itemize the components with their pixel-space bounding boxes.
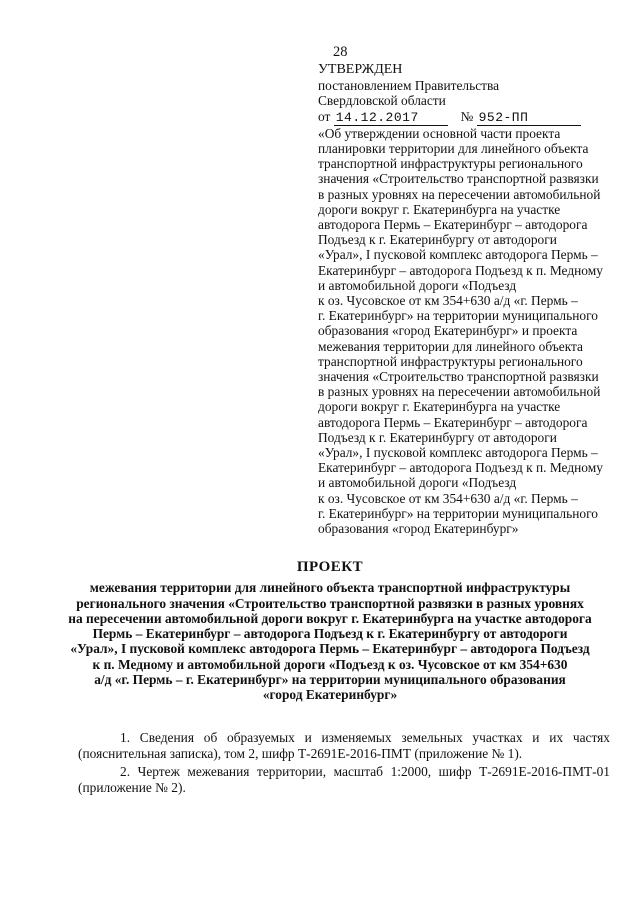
approval-subject-line: дороги вокруг г. Екатеринбурга на участке [318,201,561,217]
approval-subject-line: в разных уровнях на пересечении автомобильной [318,384,601,400]
project-subtitle-line: «город Екатеринбург» [262,687,398,703]
project-title: ПРОЕКТ [296,559,364,575]
project-title-block [40,560,620,703]
approval-date: 14.12.2017 [334,110,448,126]
approval-subject-line: и автомобильной дороги «Подъезд [318,277,517,293]
project-subtitle-line: регионального значения «Строительство транспортной развязки в разных уровнях [76,595,584,611]
approval-subject-line: г. Екатеринбург» на территории муниципального [318,308,598,324]
approval-subject-line: дороги вокруг г. Екатеринбурга на участке [318,399,561,415]
project-subtitle [40,580,620,702]
list-item-first-line: 2. Чертеж межевания территории, масштаб 1:2000, шифр Т-2691Е-2016-ПМТ-01 [120,764,610,780]
number-prefix: № [460,108,474,124]
approval-subject-line: автодорога Пермь – Екатеринбург – автодорога [318,217,588,233]
approval-subject-line: к оз. Чусовское от км 354+630 а/д «г. Пермь – [318,490,578,506]
list-item-first-line: 1. Сведения об образуемых и изменяемых земельных участках и их частях [120,730,610,745]
project-subtitle-line: Пермь – Екатеринбург – автодорога Подъезд к г. Екатеринбургу от автодороги [92,626,568,642]
approval-subject-line: межевания территории для линейного объекта [318,338,583,354]
page-number: 28 [333,44,348,60]
approval-subject-line: планировки территории для линейного объекта [318,141,589,157]
approval-subject-line: значения «Строительство транспортной развязки [318,171,599,187]
approval-subject-line: в разных уровнях на пересечении автомобильной [318,186,601,202]
approval-subject-line: Подъезд к г. Екатеринбургу от автодороги [318,429,557,445]
project-subtitle-line: межевания территории для линейного объекта транспортной инфраструктуры [89,580,571,596]
approval-subject-line: «Урал», I пусковой комплекс автодорога Пермь – [318,445,598,461]
items-list [78,730,610,798]
approval-subject-line: Екатеринбург – автодорога Подъезд к п. Медному [318,460,603,476]
approval-subject-line: транспортной инфраструктуры регионального [318,156,583,172]
approval-subject-line: транспортной инфраструктуры регионального [318,353,583,369]
list-item-rest: (приложение № 2). [78,779,186,795]
approval-subject-line: к оз. Чусовское от км 354+630 а/д «г. Пермь – [318,293,578,309]
project-subtitle-line: на пересечении автомобильной дороги вокруг г. Екатеринбурга на участке автодорога [68,610,592,626]
approval-number: 952-ПП [477,110,581,126]
approval-subject-line: «Об утверждении основной части проекта [318,125,561,141]
approval-subject-line: и автомобильной дороги «Подъезд [318,475,517,491]
approval-date-line [318,109,618,126]
list-item [78,764,610,795]
approval-subject-line: «Урал», I пусковой комплекс автодорога Пермь – [318,247,598,263]
project-subtitle-line: к п. Медному и автомобильной дороги «Подъезд к оз. Чусовское от км 354+630 [92,656,568,672]
approval-block [318,62,618,536]
approval-subject-line: автодорога Пермь – Екатеринбург – автодорога [318,414,588,430]
approval-subject-line: Подъезд к г. Екатеринбургу от автодороги [318,232,557,248]
project-subtitle-line: «Урал», I пусковой комплекс автодорога Пермь – Екатеринбург – автодорога Подъезд [70,641,590,657]
approval-subject-line: образования «город Екатеринбург» [318,521,519,537]
approval-heading: УТВЕРЖДЕН [318,62,403,77]
approval-line: постановлением Правительства [318,78,500,94]
approval-subject-line: Екатеринбург – автодорога Подъезд к п. Медному [318,262,603,278]
approval-subject-line: образования «город Екатеринбург» и проекта [318,323,578,339]
list-item-rest: (пояснительная записка), том 2, шифр Т-2691Е-2016-ПМТ (приложение № 1). [78,745,523,761]
project-subtitle-line: а/д «г. Пермь – г. Екатеринбург» на территории муниципального образования [94,672,566,688]
date-prefix: от [318,108,331,124]
list-item [78,730,610,761]
approval-subject-line: г. Екатеринбург» на территории муниципального [318,505,598,521]
approval-subject [318,126,618,536]
approval-line: Свердловской области [318,93,446,109]
approval-subject-line: значения «Строительство транспортной развязки [318,369,599,385]
